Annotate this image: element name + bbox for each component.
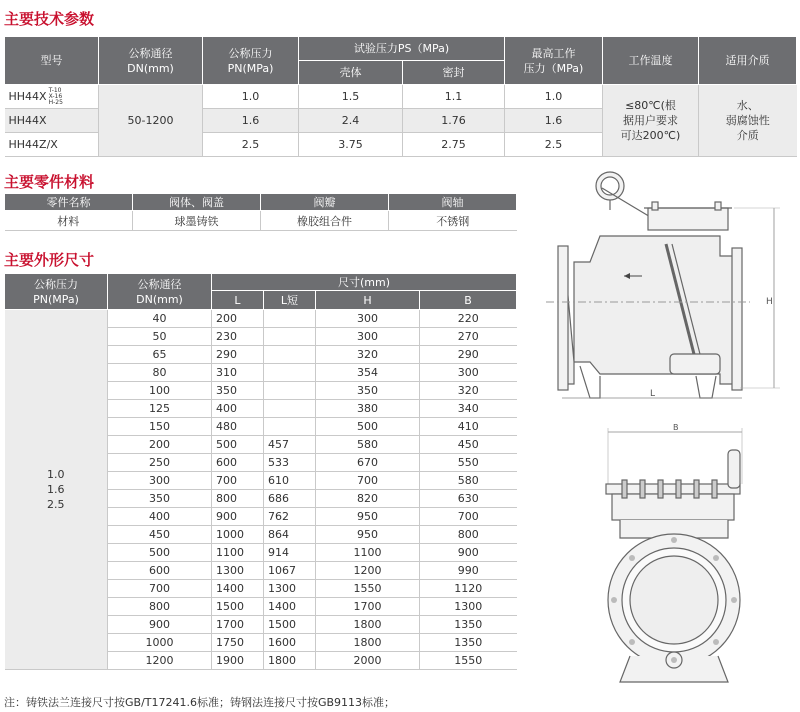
- dims-b-cell: 1550: [420, 652, 517, 670]
- dims-h-cell: 1100: [316, 544, 420, 562]
- dims-h-cell: 1800: [316, 616, 420, 634]
- seal-cell: 1.76: [403, 109, 505, 133]
- dims-h-cell: 820: [316, 490, 420, 508]
- dims-l-short-cell: 1500: [264, 616, 316, 634]
- dims-l-short-cell: [264, 400, 316, 418]
- dims-dn-cell: 65: [108, 346, 212, 364]
- dims-l-short-cell: [264, 328, 316, 346]
- dims-dn-cell: 800: [108, 598, 212, 616]
- dims-h-cell: 320: [316, 346, 420, 364]
- dims-l-cell: 1700: [212, 616, 264, 634]
- parts-cell: 不锈钢: [389, 211, 517, 231]
- dims-dn-cell: 700: [108, 580, 212, 598]
- dims-l-short-cell: 457: [264, 436, 316, 454]
- dims-dn-cell: 100: [108, 382, 212, 400]
- dims-l-short-cell: 1600: [264, 634, 316, 652]
- model-suffix-h: H-25: [48, 98, 63, 106]
- dims-b-cell: 270: [420, 328, 517, 346]
- dims-l-cell: 1500: [212, 598, 264, 616]
- parts-th: 零件名称: [5, 194, 133, 211]
- dims-l-short-cell: 610: [264, 472, 316, 490]
- model-cell: HH44X T-10 X-16 H-25: [5, 85, 99, 109]
- seal-cell: 2.75: [403, 133, 505, 157]
- dims-l-cell: 1750: [212, 634, 264, 652]
- dims-l-short-cell: 1400: [264, 598, 316, 616]
- dims-b-cell: 700: [420, 508, 517, 526]
- dims-h-cell: 1700: [316, 598, 420, 616]
- dims-h-cell: 580: [316, 436, 420, 454]
- dims-l-cell: 1300: [212, 562, 264, 580]
- valve-side-view-drawing: [540, 166, 798, 410]
- dims-b-cell: 630: [420, 490, 517, 508]
- th-model: 型号: [5, 37, 99, 85]
- dims-h-cell: 950: [316, 508, 420, 526]
- th-shell: 壳体: [299, 61, 403, 85]
- model-cell: HH44X: [5, 109, 99, 133]
- model-suffix-t: T-10: [48, 86, 62, 94]
- th-temp: 工作温度: [603, 37, 699, 85]
- th-medium: 适用介质: [699, 37, 797, 85]
- th-test-pressure: 试验压力PS（MPa): [299, 37, 505, 61]
- th-max-pressure: 最高工作 压力（MPa): [505, 37, 603, 85]
- max-cell: 1.0: [505, 85, 603, 109]
- drawing-label-b: B: [673, 423, 679, 432]
- dims-b-cell: 990: [420, 562, 517, 580]
- dims-th-b: B: [420, 291, 517, 310]
- parts-cell: 橡胶组合件: [261, 211, 389, 231]
- dims-h-cell: 670: [316, 454, 420, 472]
- drawing-label-h: H: [766, 297, 773, 307]
- dims-l-cell: 800: [212, 490, 264, 508]
- dims-l-short-cell: 1067: [264, 562, 316, 580]
- dims-th-h: H: [316, 291, 420, 310]
- dims-h-cell: 1200: [316, 562, 420, 580]
- dims-l-short-cell: [264, 364, 316, 382]
- footnote: 注：铸铁法兰连接尺寸按GB/T17241.6标准；铸钢法连接尺寸按GB9113标准；: [4, 696, 396, 709]
- dims-b-cell: 800: [420, 526, 517, 544]
- dims-l-short-cell: 762: [264, 508, 316, 526]
- pn-cell: 1.6: [203, 109, 299, 133]
- th-seal: 密封: [403, 61, 505, 85]
- temp-cell: ≤80℃(根 据用户要求 可达200℃): [603, 85, 699, 157]
- dims-h-cell: 500: [316, 418, 420, 436]
- dims-th-size: 尺寸(mm): [212, 274, 517, 291]
- th-pn: 公称压力 PN(MPa): [203, 37, 299, 85]
- dn-range-cell: 50-1200: [99, 85, 203, 157]
- dims-l-short-cell: [264, 310, 316, 328]
- dims-b-cell: 410: [420, 418, 517, 436]
- dims-b-cell: 550: [420, 454, 517, 472]
- dims-l-short-cell: 533: [264, 454, 316, 472]
- dims-table: [4, 273, 517, 670]
- dims-b-cell: 900: [420, 544, 517, 562]
- dims-dn-cell: 125: [108, 400, 212, 418]
- dims-b-cell: 1350: [420, 616, 517, 634]
- valve-end-view-drawing: [600, 420, 758, 688]
- shell-cell: 1.5: [299, 85, 403, 109]
- dims-th-dn: 公称通径 DN(mm): [108, 274, 212, 310]
- dims-l-short-cell: 864: [264, 526, 316, 544]
- dims-l-short-cell: [264, 346, 316, 364]
- dims-b-cell: 290: [420, 346, 517, 364]
- dims-l-cell: 480: [212, 418, 264, 436]
- dims-dn-cell: 400: [108, 508, 212, 526]
- tech-section-title: 主要技术参数: [4, 10, 95, 28]
- dims-dn-cell: 1200: [108, 652, 212, 670]
- dims-l-cell: 1900: [212, 652, 264, 670]
- dims-th-pn: 公称压力 PN(MPa): [5, 274, 108, 310]
- dims-dn-cell: 300: [108, 472, 212, 490]
- dims-dn-cell: 80: [108, 364, 212, 382]
- dims-dn-cell: 900: [108, 616, 212, 634]
- dims-h-cell: 2000: [316, 652, 420, 670]
- dims-b-cell: 580: [420, 472, 517, 490]
- dims-l-short-cell: [264, 382, 316, 400]
- dims-h-cell: 380: [316, 400, 420, 418]
- dims-h-cell: 950: [316, 526, 420, 544]
- dims-l-cell: 500: [212, 436, 264, 454]
- dims-dn-cell: 600: [108, 562, 212, 580]
- dims-dn-cell: 350: [108, 490, 212, 508]
- dims-b-cell: 1120: [420, 580, 517, 598]
- medium-cell: 水、 弱腐蚀性 介质: [699, 85, 797, 157]
- parts-section-title: 主要零件材料: [4, 173, 95, 191]
- dims-l-cell: 400: [212, 400, 264, 418]
- dims-h-cell: 300: [316, 328, 420, 346]
- pn-cell: 1.0: [203, 85, 299, 109]
- dims-section-title: 主要外形尺寸: [4, 251, 95, 269]
- dims-dn-cell: 50: [108, 328, 212, 346]
- seal-cell: 1.1: [403, 85, 505, 109]
- dims-l-cell: 290: [212, 346, 264, 364]
- dims-b-cell: 340: [420, 400, 517, 418]
- dims-dn-cell: 450: [108, 526, 212, 544]
- pn-cell: 2.5: [203, 133, 299, 157]
- dims-h-cell: 350: [316, 382, 420, 400]
- dims-h-cell: 700: [316, 472, 420, 490]
- dims-b-cell: 1350: [420, 634, 517, 652]
- dims-b-cell: 450: [420, 436, 517, 454]
- tech-table: [4, 36, 797, 157]
- dims-h-cell: 1550: [316, 580, 420, 598]
- dims-l-cell: 1100: [212, 544, 264, 562]
- dims-l-cell: 230: [212, 328, 264, 346]
- dims-dn-cell: 1000: [108, 634, 212, 652]
- dims-l-cell: 200: [212, 310, 264, 328]
- dims-dn-cell: 500: [108, 544, 212, 562]
- dims-l-short-cell: 1300: [264, 580, 316, 598]
- dims-l-short-cell: [264, 418, 316, 436]
- dims-h-cell: 300: [316, 310, 420, 328]
- dims-l-short-cell: 1800: [264, 652, 316, 670]
- dims-l-cell: 310: [212, 364, 264, 382]
- shell-cell: 2.4: [299, 109, 403, 133]
- dims-th-l-short: L短: [264, 291, 316, 310]
- dims-l-cell: 600: [212, 454, 264, 472]
- model-cell: HH44Z/X: [5, 133, 99, 157]
- drawing-label-l: L: [650, 389, 656, 399]
- dims-row: [5, 310, 517, 328]
- model-suffix-x: X-16: [48, 92, 63, 100]
- dims-l-cell: 900: [212, 508, 264, 526]
- dims-dn-cell: 40: [108, 310, 212, 328]
- dims-l-cell: 1400: [212, 580, 264, 598]
- dims-h-cell: 354: [316, 364, 420, 382]
- dims-b-cell: 1300: [420, 598, 517, 616]
- dims-b-cell: 220: [420, 310, 517, 328]
- dims-th-l: L: [212, 291, 264, 310]
- parts-th: 阀瓣: [261, 194, 389, 211]
- parts-cell: 材料: [5, 211, 133, 231]
- dims-pn-cell: 1.0 1.6 2.5: [5, 310, 108, 670]
- parts-cell: 球墨铸铁: [133, 211, 261, 231]
- th-dn: 公称通径 DN(mm): [99, 37, 203, 85]
- parts-table: [4, 193, 517, 231]
- dims-b-cell: 320: [420, 382, 517, 400]
- dims-l-short-cell: 914: [264, 544, 316, 562]
- tech-row: [5, 85, 797, 109]
- dims-dn-cell: 250: [108, 454, 212, 472]
- shell-cell: 3.75: [299, 133, 403, 157]
- dims-l-cell: 350: [212, 382, 264, 400]
- dims-l-cell: 700: [212, 472, 264, 490]
- dims-l-short-cell: 686: [264, 490, 316, 508]
- parts-th: 阀轴: [389, 194, 517, 211]
- dims-b-cell: 300: [420, 364, 517, 382]
- max-cell: 1.6: [505, 109, 603, 133]
- max-cell: 2.5: [505, 133, 603, 157]
- dims-h-cell: 1800: [316, 634, 420, 652]
- dims-dn-cell: 200: [108, 436, 212, 454]
- dims-l-cell: 1000: [212, 526, 264, 544]
- parts-th: 阀体、阀盖: [133, 194, 261, 211]
- dims-dn-cell: 150: [108, 418, 212, 436]
